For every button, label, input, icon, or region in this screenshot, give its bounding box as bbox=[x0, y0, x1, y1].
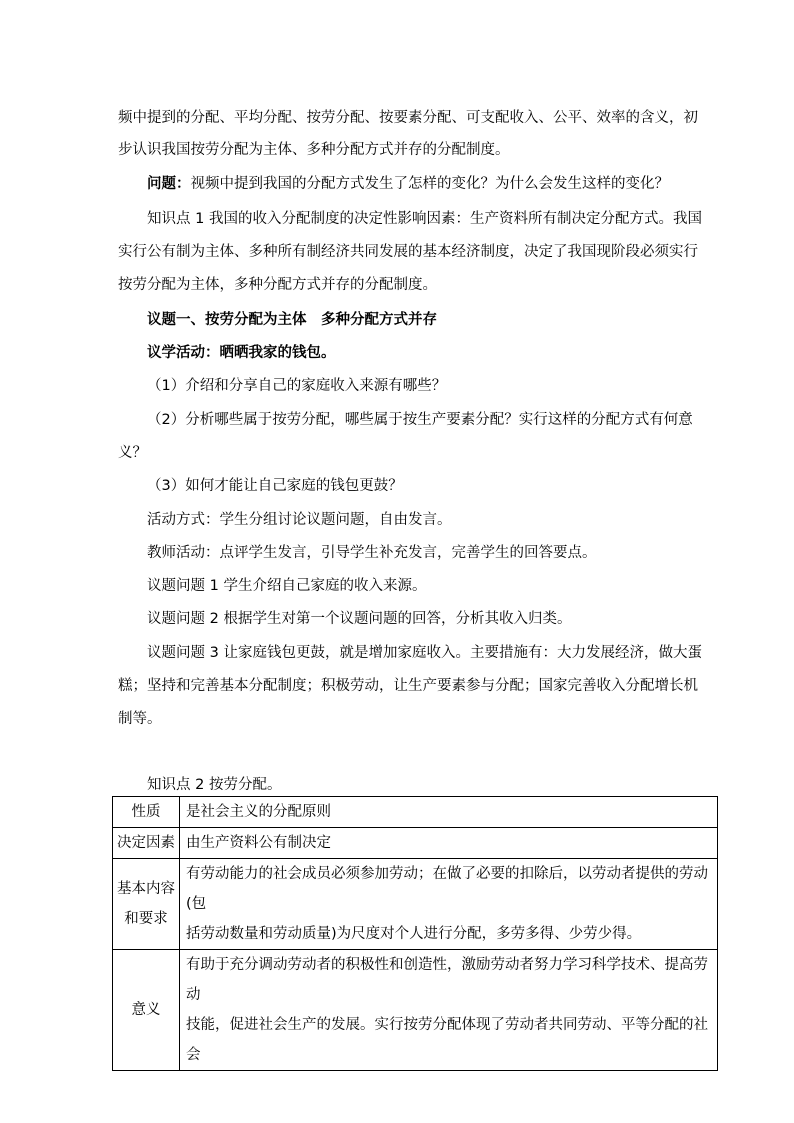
table-key-line: 基本内容 bbox=[117, 881, 175, 897]
table-key: 决定因素 bbox=[113, 828, 180, 859]
item-1: （1）介绍和分享自己的家庭收入来源有哪些？ bbox=[147, 378, 447, 394]
topic-question-3-line-2: 糕；坚持和完善基本分配制度；积极劳动，让生产要素参与分配；国家完善收入分配增长机 bbox=[118, 678, 698, 694]
item-2-line-1: （2）分析哪些属于按劳分配，哪些属于按生产要素分配？实行这样的分配方式有何意 bbox=[147, 412, 693, 428]
topic-question-3-line-1: 议题问题 3 让家庭钱包更鼓，就是增加家庭收入。主要措施有：大力发展经济，做大蛋 bbox=[147, 645, 702, 661]
topic-question-3-line-3: 制等。 bbox=[118, 711, 162, 727]
item-3: （3）如何才能让自己家庭的钱包更鼓？ bbox=[147, 478, 403, 494]
item-2-line-2: 义？ bbox=[118, 445, 147, 461]
activity-method: 活动方式：学生分组讨论议题问题，自由发言。 bbox=[147, 512, 452, 528]
intro-line-2: 步认识我国按劳分配为主体、多种分配方式并存的分配制度。 bbox=[118, 142, 510, 158]
table-value-line: 有劳动能力的社会成员必须参加劳动；在做了必要的扣除后，以劳动者提供的劳动(包 bbox=[186, 866, 708, 912]
knowledge-2-heading: 知识点 2 按劳分配。 bbox=[147, 777, 282, 793]
table-row bbox=[113, 828, 718, 859]
table-value bbox=[180, 950, 718, 1071]
intro-line-1: 频中提到的分配、平均分配、按劳分配、按要素分配、可支配收入、公平、效率的含义，初 bbox=[118, 110, 698, 126]
table-row bbox=[113, 859, 718, 950]
knowledge-1-line-3: 按劳分配为主体，多种分配方式并存的分配制度。 bbox=[118, 277, 437, 293]
table-value-line: 有助于充分调动劳动者的积极性和创造性，激励劳动者努力学习科学技术、提高劳动 bbox=[186, 957, 708, 1003]
question-label: 问题： bbox=[147, 176, 191, 192]
activity-heading: 议学活动：晒晒我家的钱包。 bbox=[147, 345, 336, 361]
table-key bbox=[113, 859, 180, 950]
table-key: 性质 bbox=[113, 797, 180, 828]
table-key: 意义 bbox=[113, 950, 180, 1071]
teacher-activity: 教师活动：点评学生发言，引导学生补充发言，完善学生的回答要点。 bbox=[147, 545, 597, 561]
question-text: 视频中提到我国的分配方式发生了怎样的变化？为什么会发生这样的变化？ bbox=[190, 176, 669, 192]
table-value: 是社会主义的分配原则 bbox=[180, 797, 718, 828]
table-value-line: 括劳动数量和劳动质量)为尺度对个人进行分配，多劳多得、少劳少得。 bbox=[186, 926, 642, 942]
table-value: 由生产资料公有制决定 bbox=[180, 828, 718, 859]
knowledge-1-line-1: 知识点 1 我国的收入分配制度的决定性影响因素：生产资料所有制决定分配方式。我国 bbox=[147, 211, 702, 227]
table-row bbox=[113, 950, 718, 1071]
table-row bbox=[113, 797, 718, 828]
distribution-table bbox=[112, 796, 718, 1071]
topic-question-2: 议题问题 2 根据学生对第一个议题问题的回答，分析其收入归类。 bbox=[147, 611, 572, 627]
table-value-line: 技能，促进社会生产的发展。实行按劳分配体现了劳动者共同劳动、平等分配的社会 bbox=[186, 1017, 708, 1063]
topic-question-1: 议题问题 1 学生介绍自己家庭的收入来源。 bbox=[147, 578, 427, 594]
question-paragraph bbox=[147, 174, 669, 194]
table-key-line: 和要求 bbox=[124, 911, 168, 927]
knowledge-1-line-2: 实行公有制为主体、多种所有制经济共同发展的基本经济制度，决定了我国现阶段必须实行 bbox=[118, 244, 698, 260]
table-value bbox=[180, 859, 718, 950]
topic-1-heading: 议题一、按劳分配为主体 多种分配方式并存 bbox=[147, 312, 437, 328]
